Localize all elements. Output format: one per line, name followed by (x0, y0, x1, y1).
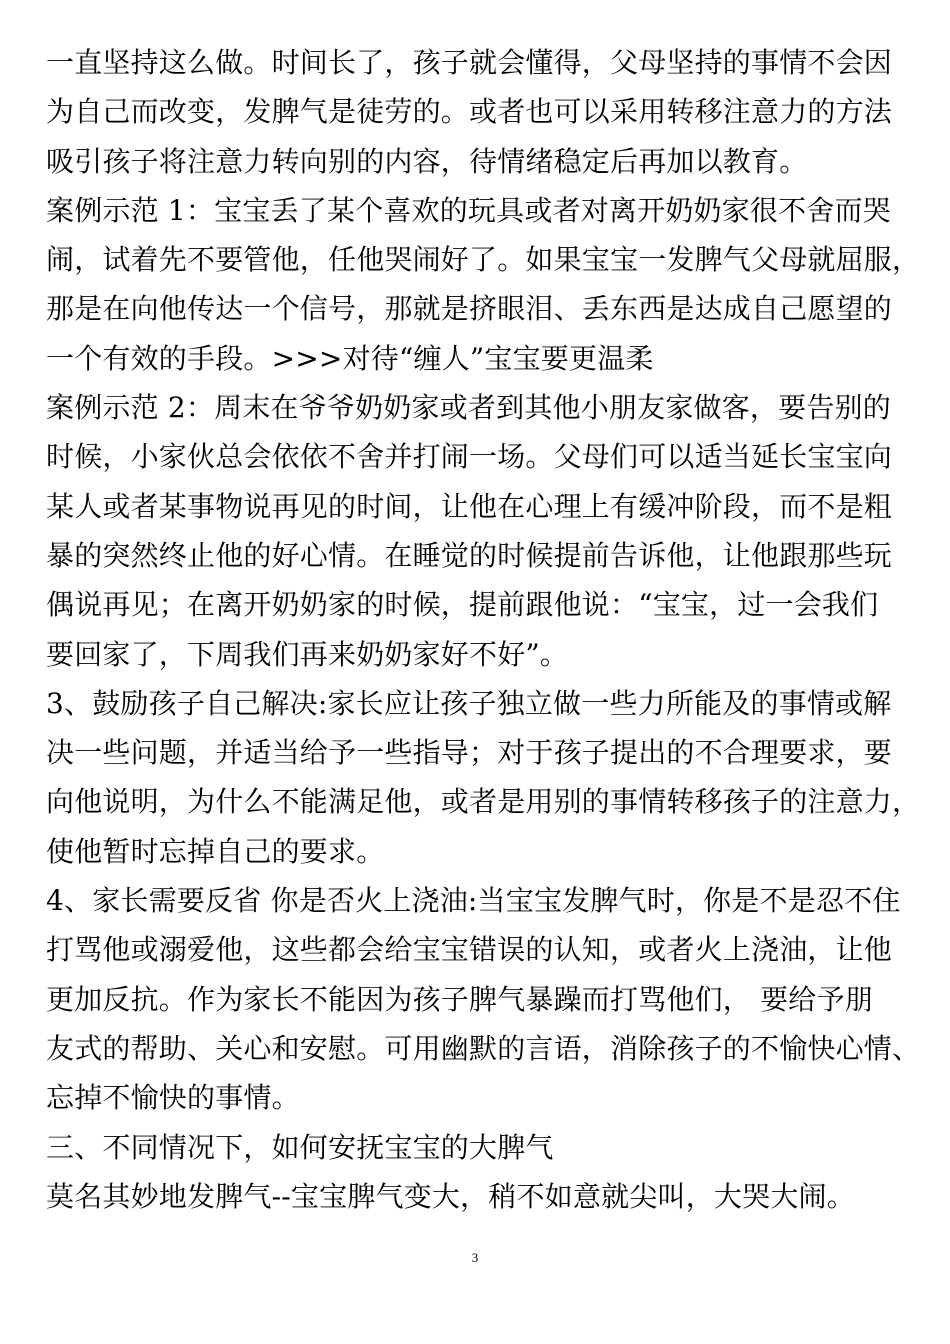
text-line: 使他暂时忘掉自己的要求。 (46, 834, 385, 868)
text-line: 打骂他或溺爱他，这些都会给宝宝错误的认知，或者火上浇油，让他 (46, 933, 893, 967)
text-line: 吸引孩子将注意力转向别的内容，待情绪稳定后再加以教育。 (46, 144, 808, 178)
text-line: 案例示范 1：宝宝丢了某个喜欢的玩具或者对离开奶奶家很不舍而哭 (46, 193, 891, 227)
text-line: 更加反抗。作为家长不能因为孩子脾气暴躁而打骂他们， 要给予朋 (46, 982, 873, 1016)
text-line: 友式的帮助、关心和安慰。可用幽默的言语，消除孩子的不愉快心情、 (46, 1031, 921, 1065)
text-line: 忘掉不愉快的事情。 (46, 1081, 300, 1115)
document-body (46, 38, 921, 1221)
text-line: 闹，试着先不要管他，任他哭闹好了。如果宝宝一发脾气父母就屈服， (46, 243, 921, 277)
section-heading: 三、不同情况下，如何安抚宝宝的大脾气 (46, 1130, 554, 1164)
text-line: 偶说再见；在离开奶奶家的时候，提前跟他说：“宝宝，过一会我们 (46, 588, 879, 622)
text-line: 要回家了，下周我们再来奶奶家好不好”。 (46, 637, 569, 671)
page-number: 3 (471, 1250, 479, 1265)
text-line: 一直坚持这么做。时间长了，孩子就会懂得，父母坚持的事情不会因 (46, 46, 893, 79)
text-line: 决一些问题，并适当给予一些指导；对于孩子提出的不合理要求，要 (46, 736, 893, 770)
text-line: 时候，小家伙总会依依不舍并打闹一场。父母们可以适当延长宝宝向 (46, 440, 893, 474)
text-line: 一个有效的手段。>>>对待“缠人”宝宝要更温柔 (46, 341, 654, 375)
text-line: 案例示范 2：周末在爷爷奶奶家或者到其他小朋友家做客，要告别的 (46, 391, 891, 425)
text-line: 3、鼓励孩子自己解决:家长应让孩子独立做一些力所能及的事情或解 (46, 686, 892, 720)
text-line: 向他说明，为什么不能满足他，或者是用别的事情转移孩子的注意力， (46, 785, 921, 819)
text-line: 暴的突然终止他的好心情。在睡觉的时候提前告诉他，让他跟那些玩 (46, 538, 893, 572)
text-line: 4、家长需要反省 你是否火上浇油:当宝宝发脾气时，你是不是忍不住 (46, 884, 901, 918)
text-line: 莫名其妙地发脾气--宝宝脾气变大，稍不如意就尖叫，大哭大闹。 (46, 1179, 855, 1213)
text-line: 那是在向他传达一个信号，那就是挤眼泪、丢东西是达成自己愿望的 (46, 292, 893, 326)
text-line: 某人或者某事物说再见的时间，让他在心理上有缓冲阶段，而不是粗 (46, 489, 893, 523)
text-line: 为自己而改变，发脾气是徒劳的。或者也可以采用转移注意力的方法 (46, 95, 893, 129)
